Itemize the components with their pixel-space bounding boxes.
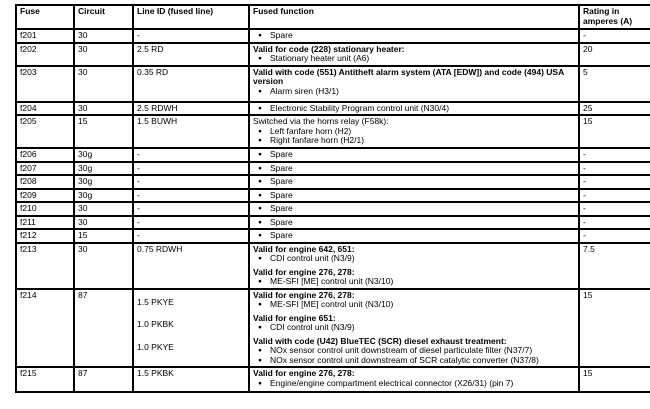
function-bullet-item [253, 231, 575, 241]
bullet-icon: ● [258, 151, 262, 158]
line-id-cell [133, 29, 249, 43]
function-bullet-item [253, 191, 575, 201]
function-bullet-item [253, 177, 575, 187]
function-bullet-item [253, 277, 575, 287]
line-id-value: 1.0 PKYE [137, 341, 174, 352]
rating-cell: 20 [579, 43, 650, 66]
fuse-cell: f214 [16, 289, 74, 368]
line-id-cell [133, 189, 249, 203]
function-cell [249, 43, 579, 66]
line-id-cell [133, 175, 249, 189]
line-id-value: - [137, 30, 140, 40]
function-section-header: Valid with code (U42) BlueTEC (SCR) diesel exhaust treatment: [253, 335, 507, 346]
rating-cell: 7.5 [579, 243, 650, 289]
rating-cell: - [579, 29, 650, 43]
table-row-f215 [16, 367, 650, 392]
function-section-header: Valid for engine 276, 278: [253, 266, 355, 277]
table-row-f209 [16, 189, 650, 203]
function-cell [249, 189, 579, 203]
bullet-icon: ● [258, 104, 262, 112]
function-text: Stationary heater unit (A6) [270, 53, 370, 63]
function-cell [249, 162, 579, 176]
line-id-value: 1.5 PKYE [137, 296, 174, 307]
bullet-icon: ● [258, 127, 262, 135]
function-cell [249, 243, 579, 289]
bullet-icon: ● [258, 87, 262, 95]
table-row-f210 [16, 202, 650, 216]
table-row-f204 [16, 102, 650, 116]
bullet-icon: ● [258, 32, 262, 39]
column-header-function: Fused function [249, 5, 579, 29]
function-cell [249, 289, 579, 368]
table-row-f205 [16, 115, 650, 148]
rating-cell: 15 [579, 289, 650, 368]
function-section-header: Valid for engine 276, 278: [253, 368, 355, 378]
circuit-cell: 30 [74, 66, 133, 102]
table-body [16, 29, 650, 392]
function-section-header: Valid for engine 276, 278: [253, 289, 355, 300]
bullet-icon: ● [258, 218, 262, 226]
circuit-cell: 15 [74, 115, 133, 148]
fuse-cell: f211 [16, 216, 74, 230]
bullet-icon: ● [258, 191, 262, 199]
function-bullet-item [253, 323, 575, 333]
line-id-value: 2.5 RD [137, 43, 164, 54]
line-id-value: 2.5 RDWH [137, 102, 178, 113]
function-cell [249, 229, 579, 243]
fuse-cell: f205 [16, 115, 74, 148]
function-bullet-item [253, 254, 575, 264]
table-row-f203 [16, 66, 650, 102]
fuse-cell: f206 [16, 148, 74, 162]
function-cell [249, 175, 579, 189]
table-row-f212 [16, 229, 650, 243]
function-bullet-item [253, 164, 575, 174]
rating-cell: 15 [579, 367, 650, 392]
circuit-cell: 87 [74, 367, 133, 392]
line-id-value: - [137, 203, 140, 213]
table-row-f207 [16, 162, 650, 176]
circuit-cell: 30g [74, 148, 133, 162]
bullet-icon: ● [258, 356, 262, 364]
circuit-cell: 30 [74, 216, 133, 230]
function-text: Spare [270, 162, 293, 173]
line-id-cell [133, 66, 249, 102]
table-row-f202 [16, 43, 650, 66]
rating-cell: - [579, 216, 650, 230]
bullet-icon: ● [258, 178, 262, 185]
function-text: Spare [270, 230, 293, 240]
function-section-header: Valid for code (228) stationary heater: [253, 43, 405, 54]
bullet-icon: ● [258, 55, 262, 62]
line-id-value: 1.0 PKBK [137, 319, 174, 329]
fuse-cell: f208 [16, 175, 74, 189]
circuit-cell: 30g [74, 175, 133, 189]
bullet-icon: ● [258, 164, 262, 172]
function-bullet-item [253, 356, 575, 366]
line-id-value: 1.5 BUWH [137, 116, 178, 126]
function-cell [249, 216, 579, 230]
function-text: Right fanfare horn (H2/1) [270, 135, 365, 145]
circuit-cell: 30 [74, 29, 133, 43]
function-cell [249, 29, 579, 43]
rating-cell: 15 [579, 115, 650, 148]
table-row-f214 [16, 289, 650, 368]
column-header-fuse: Fuse [16, 5, 74, 29]
fuse-cell: f203 [16, 66, 74, 102]
function-text: Alarm siren (H3/1) [270, 85, 339, 96]
function-text: ME-SFI [ME] control unit (N3/10) [270, 299, 394, 309]
bullet-icon: ● [258, 347, 262, 354]
table-row-f211 [16, 216, 650, 230]
circuit-cell: 30 [74, 202, 133, 216]
line-id-value: - [137, 162, 140, 173]
line-id-value: - [137, 149, 140, 159]
line-id-value: - [137, 189, 140, 200]
circuit-cell: 30 [74, 102, 133, 116]
function-section-header: Valid for engine 651: [253, 312, 336, 323]
line-id-value: - [137, 230, 140, 240]
column-header-circuit: Circuit [74, 5, 133, 29]
table-header [16, 5, 650, 29]
fuse-cell: f209 [16, 189, 74, 203]
function-bullet-item [253, 204, 575, 214]
function-text: Electronic Stability Program control unit (N30/4) [270, 102, 450, 113]
header-row [16, 5, 650, 29]
function-bullet-item [253, 54, 575, 64]
function-intro-text: Switched via the horns relay (F58k): [253, 116, 389, 126]
function-bullet-item [253, 87, 575, 97]
function-cell [249, 66, 579, 102]
function-bullet-item [253, 300, 575, 310]
function-cell [249, 102, 579, 116]
circuit-cell: 87 [74, 289, 133, 368]
line-id-value: 0.35 RD [137, 66, 169, 77]
function-section-header: Valid with code (551) Antitheft alarm system (ATA [EDW]) and code (494) USA version [253, 66, 564, 86]
line-id-value: - [137, 176, 140, 186]
line-id-cell [133, 229, 249, 243]
function-bullet-item [253, 104, 575, 114]
fuse-cell: f213 [16, 243, 74, 289]
function-bullet-item [253, 150, 575, 160]
line-id-cell [133, 202, 249, 216]
rating-cell: - [579, 202, 650, 216]
circuit-cell: 30g [74, 189, 133, 203]
function-bullet-item [253, 218, 575, 228]
function-text: Spare [270, 203, 293, 213]
function-text: Spare [270, 149, 293, 159]
line-id-cell [133, 43, 249, 66]
line-id-cell [133, 162, 249, 176]
function-text: Engine/engine compartment electrical connector (X26/31) (pin 7) [270, 377, 514, 388]
function-cell [249, 367, 579, 392]
fuse-cell: f204 [16, 102, 74, 116]
line-id-cell [133, 367, 249, 392]
function-section-header: Valid for engine 642, 651: [253, 243, 355, 254]
bullet-icon: ● [258, 137, 262, 144]
line-id-cell [133, 102, 249, 116]
function-text: NOx sensor control unit downstream of SCR catalytic converter (N37/8) [270, 354, 539, 365]
line-id-value: - [137, 216, 140, 227]
function-bullet-item [253, 31, 575, 41]
function-text: Spare [270, 176, 293, 186]
table-row-f201 [16, 29, 650, 43]
rating-cell: - [579, 189, 650, 203]
bullet-icon: ● [258, 278, 262, 285]
function-text: CDI control unit (N3/9) [270, 253, 355, 263]
function-text: Spare [270, 216, 293, 227]
fuse-allocation-table [15, 4, 650, 393]
function-bullet-item [253, 379, 575, 389]
table-row-f206 [16, 148, 650, 162]
line-id-value: 1.5 PKBK [137, 368, 174, 378]
rating-cell: 5 [579, 66, 650, 102]
bullet-icon: ● [258, 301, 262, 308]
function-text: ME-SFI [ME] control unit (N3/10) [270, 276, 394, 286]
rating-cell: - [579, 148, 650, 162]
rating-cell: - [579, 229, 650, 243]
fuse-cell: f215 [16, 367, 74, 392]
rating-cell: - [579, 162, 650, 176]
function-cell [249, 148, 579, 162]
function-cell [249, 202, 579, 216]
circuit-cell: 30 [74, 43, 133, 66]
fuse-cell: f212 [16, 229, 74, 243]
bullet-icon: ● [258, 255, 262, 262]
line-id-cell [133, 115, 249, 148]
line-id-value: 0.75 RDWH [137, 243, 183, 254]
bullet-icon: ● [258, 379, 262, 387]
rating-cell: - [579, 175, 650, 189]
column-header-rating: Rating in amperes (A) [579, 5, 650, 29]
function-text: Left fanfare horn (H2) [270, 125, 352, 136]
bullet-icon: ● [258, 324, 262, 331]
bullet-icon: ● [258, 232, 262, 239]
circuit-cell: 15 [74, 229, 133, 243]
bullet-icon: ● [258, 205, 262, 212]
function-text: Spare [270, 189, 293, 200]
function-text: CDI control unit (N3/9) [270, 322, 355, 332]
fuse-cell: f207 [16, 162, 74, 176]
rating-cell: 25 [579, 102, 650, 116]
line-id-cell [133, 216, 249, 230]
line-id-cell [133, 289, 249, 368]
function-cell [249, 115, 579, 148]
line-id-cell [133, 148, 249, 162]
table-row-f208 [16, 175, 650, 189]
fuse-cell: f201 [16, 29, 74, 43]
fuse-cell: f202 [16, 43, 74, 66]
fuse-cell: f210 [16, 202, 74, 216]
function-text: Spare [270, 30, 293, 40]
circuit-cell: 30g [74, 162, 133, 176]
line-id-cell [133, 243, 249, 289]
table-row-f213 [16, 243, 650, 289]
function-text: NOx sensor control unit downstream of diesel particulate filter (N37/7) [270, 345, 533, 355]
circuit-cell: 30 [74, 243, 133, 289]
column-header-line_id: Line ID (fused line) [133, 5, 249, 29]
function-bullet-item [253, 136, 575, 146]
